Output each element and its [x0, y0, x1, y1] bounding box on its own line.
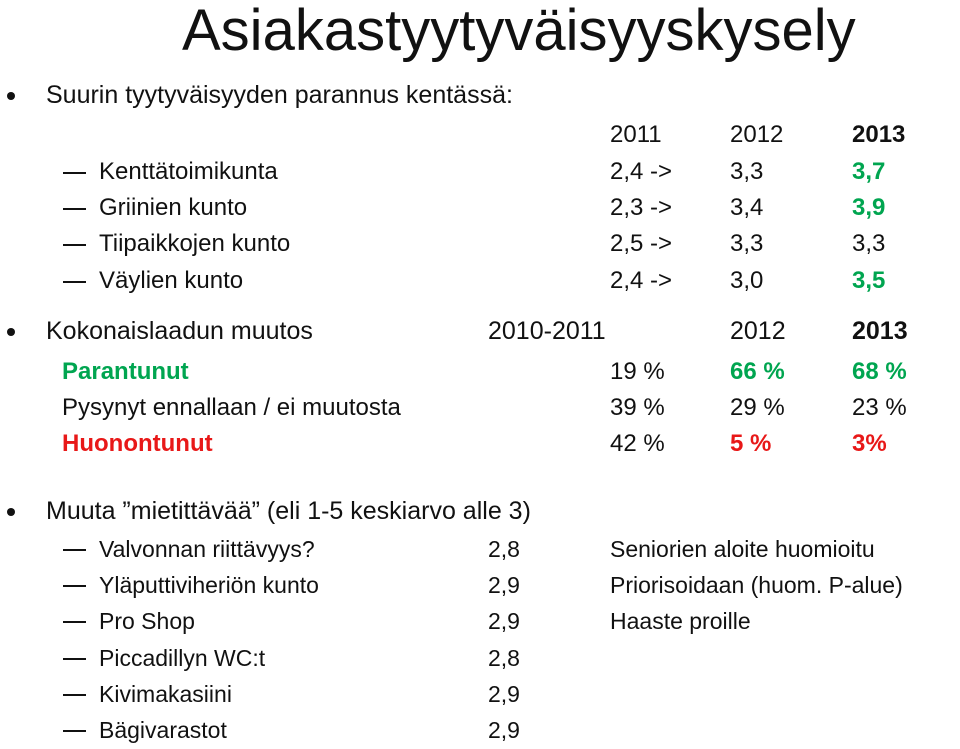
- section3-row-value: 2,8: [488, 645, 520, 671]
- section2-heading: Kokonaislaadun muutos: [46, 317, 313, 345]
- section1-year-2013: 2013: [852, 121, 906, 148]
- section3-row-label: Piccadillyn WC:t: [99, 645, 266, 671]
- section2-row-2012: 66 %: [730, 358, 785, 385]
- section1-row-2012: 3,4: [730, 194, 764, 221]
- section3-row-label: Valvonnan riittävyys?: [99, 536, 315, 562]
- section3-heading: Muuta ”mietittävää” (eli 1-5 keskiarvo alle 3): [46, 497, 531, 525]
- dash-icon: [63, 549, 86, 551]
- dash-icon: [63, 208, 86, 210]
- section2-year-2012: 2012: [730, 317, 786, 345]
- section3-row-value: 2,9: [488, 572, 520, 598]
- section2-row-2011: 42 %: [610, 430, 665, 457]
- section3-row-label: Bägivarastot: [99, 717, 227, 743]
- section1-row-label: Griinien kunto: [99, 194, 248, 221]
- section1-row-2011: 2,5 ->: [610, 230, 673, 257]
- dash-icon: [63, 694, 86, 696]
- section3-row-value: 2,9: [488, 717, 520, 743]
- dash-icon: [63, 244, 86, 246]
- section1-row-2011: 2,3 ->: [610, 194, 673, 221]
- section3-row-note: Haaste proille: [610, 608, 751, 634]
- section3-row-label: Kivimakasiini: [99, 681, 232, 707]
- dash-icon: [63, 172, 86, 174]
- section2-year-2013: 2013: [852, 317, 908, 345]
- section2-row-label: Huonontunut: [62, 430, 213, 457]
- section3-row-label: Yläputtiviheriön kunto: [99, 572, 319, 598]
- section1-heading: Suurin tyytyväisyyden parannus kentässä:: [46, 81, 513, 109]
- dash-icon: [63, 585, 86, 587]
- section1-row-label: Tiipaikkojen kunto: [99, 230, 291, 257]
- section2-row-2011: 19 %: [610, 358, 665, 385]
- section2-row-2013: 3%: [852, 430, 887, 457]
- bullet-icon: [7, 508, 15, 516]
- section2-row-label: Pysynyt ennallaan / ei muutosta: [62, 394, 401, 421]
- section3-row-value: 2,9: [488, 681, 520, 707]
- section1-row-2011: 2,4 ->: [610, 267, 673, 294]
- dash-icon: [63, 621, 86, 623]
- section1-row-2012: 3,3: [730, 230, 764, 257]
- section2-row-label: Parantunut: [62, 358, 189, 385]
- section1-row-label: Kenttätoimikunta: [99, 158, 278, 185]
- dash-icon: [63, 658, 86, 660]
- dash-icon: [63, 730, 86, 732]
- section2-row-2011: 39 %: [610, 394, 665, 421]
- section3-row-note: Seniorien aloite huomioitu: [610, 536, 875, 562]
- section2-row-2012: 29 %: [730, 394, 785, 421]
- slide-title: Asiakastyytyväisyyskysely: [182, 0, 856, 63]
- section3-row-value: 2,9: [488, 608, 520, 634]
- section2-row-2012: 5 %: [730, 430, 772, 457]
- bullet-icon: [7, 328, 15, 336]
- section1-year-2012: 2012: [730, 121, 784, 148]
- section2-row-2013: 68 %: [852, 358, 907, 385]
- section3-row-value: 2,8: [488, 536, 520, 562]
- section2-row-2013: 23 %: [852, 394, 907, 421]
- section1-row-2012: 3,3: [730, 158, 764, 185]
- section2-year-2010-2011: 2010-2011: [488, 317, 606, 345]
- section1-row-2011: 2,4 ->: [610, 158, 673, 185]
- section1-row-2013: 3,7: [852, 158, 886, 185]
- section1-row-2013: 3,5: [852, 267, 886, 294]
- section1-row-2013: 3,9: [852, 194, 886, 221]
- section1-row-2013: 3,3: [852, 230, 886, 257]
- section3-row-note: Priorisoidaan (huom. P-alue): [610, 572, 903, 598]
- dash-icon: [63, 281, 86, 283]
- section1-row-label: Väylien kunto: [99, 267, 244, 294]
- section3-row-label: Pro Shop: [99, 608, 195, 634]
- section1-year-2011: 2011: [610, 121, 662, 148]
- bullet-icon: [7, 92, 15, 100]
- section1-row-2012: 3,0: [730, 267, 764, 294]
